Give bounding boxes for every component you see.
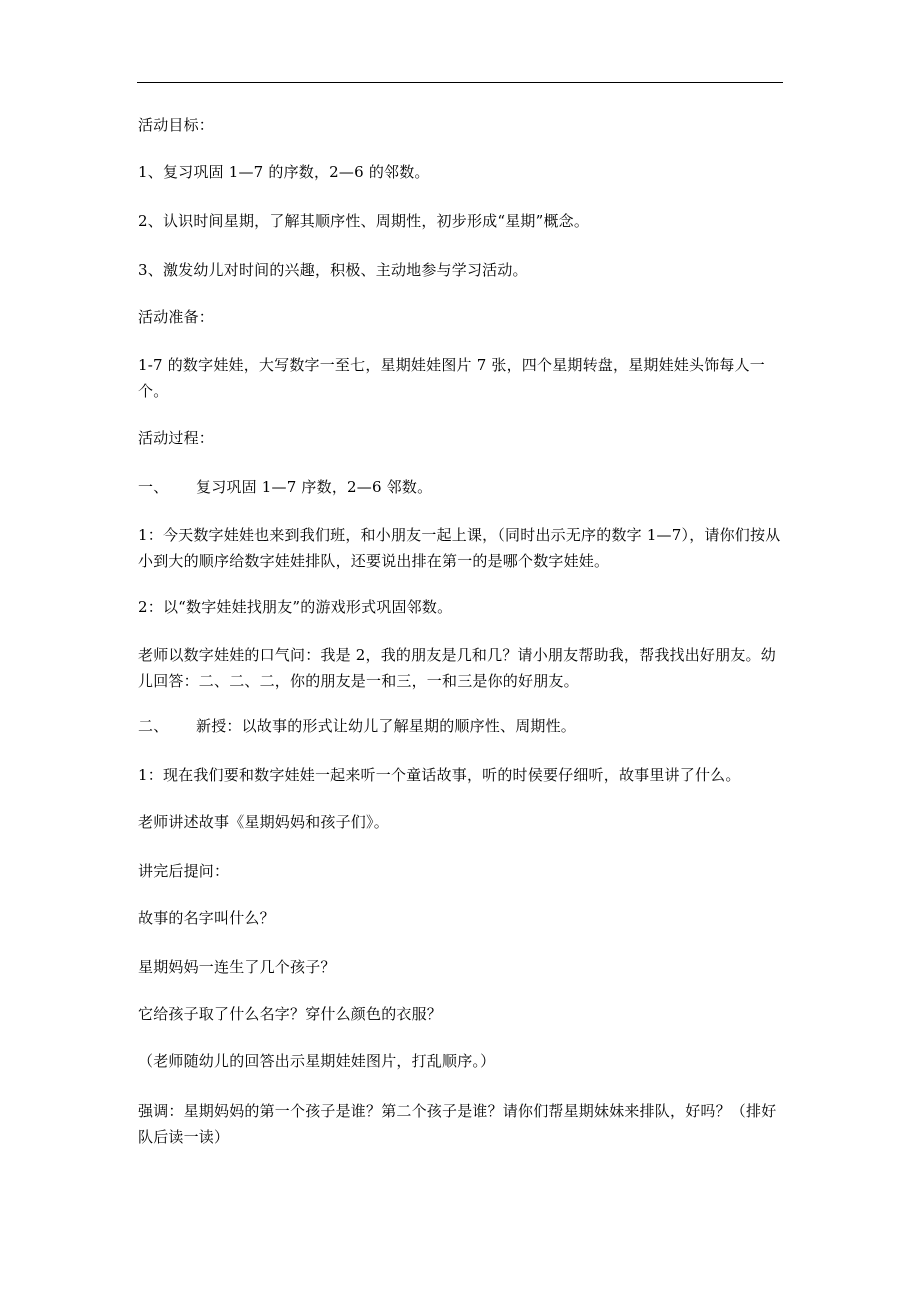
section-1-paragraph-1: 1：今天数字娃娃也来到我们班，和小朋友一起上课，（同时出示无序的数字 1—7），请你们按从小到大的顺序给数字娃娃排队，还要说出排在第一的是哪个数字娃娃。 bbox=[138, 526, 781, 570]
section-1-number: 一、 bbox=[138, 478, 169, 496]
goal-item-2: 2、认识时间星期，了解其顺序性、周期性，初步形成“星期”概念。 bbox=[138, 212, 590, 230]
question-2: 星期妈妈一连生了几个孩子？ bbox=[138, 958, 336, 976]
heading-prep: 活动准备： bbox=[138, 308, 215, 326]
section-2-number: 二、 bbox=[138, 717, 169, 735]
section-2-paragraph-2: 老师讲述故事《星期妈妈和孩子们》。 bbox=[138, 813, 389, 831]
section-1-heading bbox=[138, 477, 432, 497]
section-1-title: 复习巩固 1—7 序数，2—6 邻数。 bbox=[196, 478, 433, 496]
question-3: 它给孩子取了什么名字？穿什么颜色的衣服？ bbox=[138, 1005, 443, 1023]
goal-item-3: 3、激发幼儿对时间的兴趣，积极、主动地参与学习活动。 bbox=[138, 261, 528, 279]
section-1-paragraph-2: 2：以“数字娃娃找朋友”的游戏形式巩固邻数。 bbox=[138, 598, 453, 616]
goal-item-1: 1、复习巩固 1—7 的序数，2—6 的邻数。 bbox=[138, 163, 430, 181]
teacher-note: （老师随幼儿的回答出示星期娃娃图片，打乱顺序。） bbox=[138, 1052, 496, 1070]
section-1-paragraph-3: 老师以数字娃娃的口气问：我是 2，我的朋友是几和几？请小朋友帮助我，帮我找出好朋友。幼儿回答：二、二、二，你的朋友是一和三，一和三是你的好朋友。 bbox=[138, 646, 776, 690]
section-2-paragraph-1: 1：现在我们要和数字娃娃一起来听一个童话故事，听的时侯要仔细听，故事里讲了什么。 bbox=[138, 766, 741, 784]
question-1: 故事的名字叫什么？ bbox=[138, 909, 275, 927]
section-2-title: 新授：以故事的形式让幼儿了解星期的顺序性、周期性。 bbox=[196, 717, 577, 735]
prep-paragraph: 1-7 的数字娃娃，大写数字一至七，星期娃娃图片 7 张，四个星期转盘，星期娃娃头饰每人一个。 bbox=[138, 356, 766, 400]
header-rule bbox=[137, 82, 783, 83]
emphasis-paragraph: 强调：星期妈妈的第一个孩子是谁？第二个孩子是谁？请你们帮星期妹妹来排队，好吗？（排好队后读一读） bbox=[138, 1102, 777, 1146]
heading-process: 活动过程： bbox=[138, 429, 215, 447]
section-2-heading bbox=[138, 716, 576, 736]
section-2-paragraph-3: 讲完后提问： bbox=[138, 862, 230, 880]
heading-goals: 活动目标： bbox=[138, 116, 215, 134]
